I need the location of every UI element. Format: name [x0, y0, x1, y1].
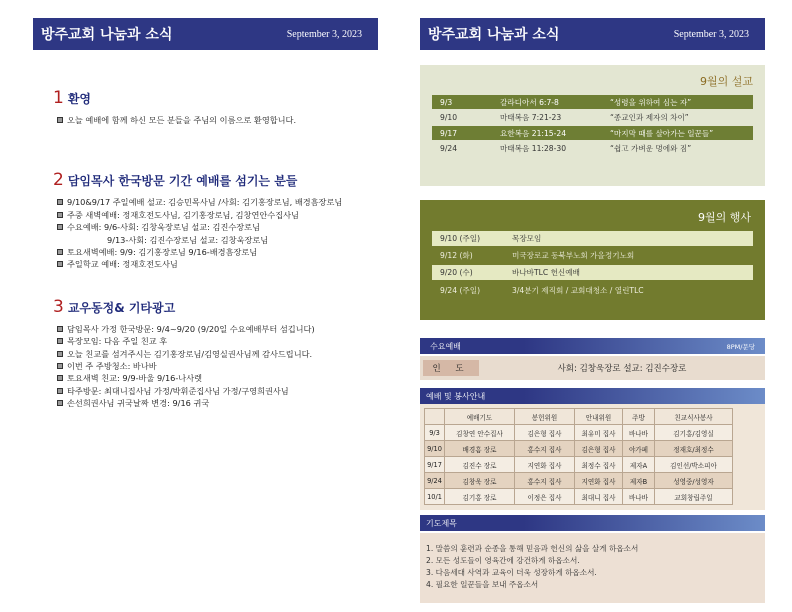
service-guide-title: 예배 및 봉사안내 [426, 391, 486, 401]
list-item: 손선희권사님 귀국날짜 변경: 9/16 귀국 [57, 397, 378, 409]
list-item: 9/10&9/17 주일예배 설교: 김승민목사님 /사회: 김기홍장로님, 배경흠장로님 [57, 196, 378, 208]
table-header-row: 예배기도 봉헌위원 안내위원 주방 친교식사봉사 [425, 409, 733, 425]
square-bullet-icon [57, 375, 63, 381]
section-number: 2 [53, 170, 64, 191]
wednesday-service-row [420, 356, 765, 380]
list-item: 주중 새벽예배: 정재호전도사님, 김기홍장로님, 김창연안수집사님 [57, 209, 378, 221]
leader-value: 사회: 김창욱장로 설교: 김진수장로 [557, 364, 687, 374]
square-bullet-icon [57, 224, 63, 230]
section-news [33, 297, 378, 410]
square-bullet-icon [57, 363, 63, 369]
section-welcome [33, 88, 378, 126]
service-guide-bar [420, 388, 765, 404]
table-row: 9/10 배경흠 장로 홍수지 집사 김은형 집사 야가페 정재호/최정수 [425, 441, 733, 457]
list-item: 이번 주 주방청소: 바나바 [57, 360, 378, 372]
page-date: September 3, 2023 [673, 28, 749, 40]
left-header [33, 18, 378, 50]
event-row: 9/10 (주일) 목장모임 [432, 231, 753, 246]
list-item: 토요새벽 친교: 9/9-바울 9/16-나사렛 [57, 372, 378, 384]
right-page [420, 18, 765, 608]
events-box [420, 200, 765, 320]
square-bullet-icon [57, 261, 63, 267]
list-item: 9/13-사회: 김진수장로님 설교: 김창욱장로님 [107, 234, 269, 245]
section-heading [53, 297, 378, 317]
prayer-item: 3. 다음세대 사역과 교육이 더욱 성장하게 하옵소서. [426, 568, 597, 577]
list-item: 수요예배: 9/6-사회: 김창욱장로님 설교: 김진수장로님 [57, 221, 378, 233]
section-pastor-visit [33, 170, 378, 270]
square-bullet-icon [57, 117, 63, 123]
list-item: 오늘 친교를 섬겨주시는 김기홍장로님/김영실권사님께 감사드립니다. [57, 348, 378, 360]
list-item: 담임목사 가정 한국방문: 9/4~9/20 (9/20일 수요예배부터 섬깁니다) [57, 323, 378, 335]
square-bullet-icon [57, 388, 63, 394]
event-row: 9/20 (수) 바나바TLC 헌신예배 [432, 265, 753, 280]
section-items [57, 323, 378, 410]
section-title: 담임목사 한국방문 기간 예배를 섬기는 분들 [67, 174, 298, 189]
prayer-item: 4. 필요한 일꾼들을 보내 주옵소서 [426, 580, 539, 589]
square-bullet-icon [57, 400, 63, 406]
service-guide-box [420, 404, 765, 510]
square-bullet-icon [57, 249, 63, 255]
wednesday-service-time: 8PM/문당 [726, 342, 755, 351]
page-date: September 3, 2023 [286, 28, 362, 40]
event-row: 9/12 (화) 미국장로교 동북부노회 가을정기노회 [440, 251, 635, 261]
section-number: 1 [53, 88, 64, 108]
prayer-box [420, 533, 765, 603]
table-row: 9/17 김진수 장로 지연화 집사 최정수 집사 제자A 김인선/박소피아 [425, 457, 733, 473]
sermon-row: 9/10 마태복음 7:21-23 “종교인과 제자의 차이” [440, 113, 689, 122]
square-bullet-icon [57, 326, 63, 332]
section-number: 3 [53, 296, 64, 317]
prayer-item: 2. 모든 성도들이 영육간에 강건하게 하옵소서. [426, 556, 580, 565]
section-heading [53, 170, 378, 190]
section-items [57, 196, 378, 270]
page-title: 방주교회 나눔과 소식 [41, 27, 173, 43]
sermon-heading: 9월의 설교 [700, 75, 753, 88]
table-row: 10/1 김기홍 장로 이정은 집사 최대니 집사 바나바 교회창립주일 [425, 489, 733, 505]
sermon-row: 9/3 갈라디아서 6:7-8 “성령을 위하여 심는 자” [432, 95, 753, 109]
list-item: 목장모임: 다음 주일 친교 후 [57, 335, 378, 347]
square-bullet-icon [57, 338, 63, 344]
page-title: 방주교회 나눔과 소식 [428, 27, 560, 43]
prayer-bar [420, 515, 765, 531]
events-heading: 9월의 행사 [698, 211, 751, 224]
section-heading [53, 88, 378, 108]
section-items [57, 114, 378, 126]
wednesday-service-bar [420, 338, 765, 354]
list-item: 주일학교 예배: 정재호전도사님 [57, 258, 378, 270]
wednesday-service-title: 수요예배 [430, 341, 461, 351]
event-row: 9/24 (주일) 3/4분기 제직회 / 교회대청소 / 열린TLC [440, 285, 644, 295]
list-item: 오늘 예배에 함께 하신 모든 분들을 주님의 이름으로 환영합니다. [57, 114, 378, 126]
service-table [424, 408, 733, 505]
sermon-box [420, 65, 765, 186]
square-bullet-icon [57, 351, 63, 357]
table-row: 9/24 김창욱 장로 홍수지 집사 지연화 집사 제자B 성영중/성영자 [425, 473, 733, 489]
prayer-title: 기도제목 [426, 518, 457, 528]
section-title: 교우동정& 기타광고 [67, 300, 176, 315]
prayer-item: 1. 말씀의 훈련과 순종을 통해 믿음과 헌신의 삶을 살게 하옵소서 [426, 544, 639, 553]
sermon-row: 9/24 마태복음 11:28-30 “쉽고 가벼운 멍에와 짐” [440, 144, 692, 153]
square-bullet-icon [57, 199, 63, 205]
right-header [420, 18, 765, 50]
list-item: 타주방문: 최대니집사님 가정/박휘준집사님 가정/구영희권사님 [57, 385, 378, 397]
list-item: 토요새벽예배: 9/9: 김기홍장로님 9/16-배경흠장로님 [57, 246, 378, 258]
square-bullet-icon [57, 212, 63, 218]
table-row: 9/3 김창연 안수집사 김은형 집사 최유미 집사 바나바 김기홍/김영실 [425, 425, 733, 441]
leader-label: 인 도 [423, 360, 479, 376]
section-title: 환영 [67, 92, 92, 106]
sermon-row: 9/17 요한복음 21:15-24 “마지막 때를 살아가는 일꾼들” [432, 126, 753, 140]
left-page [33, 18, 378, 410]
